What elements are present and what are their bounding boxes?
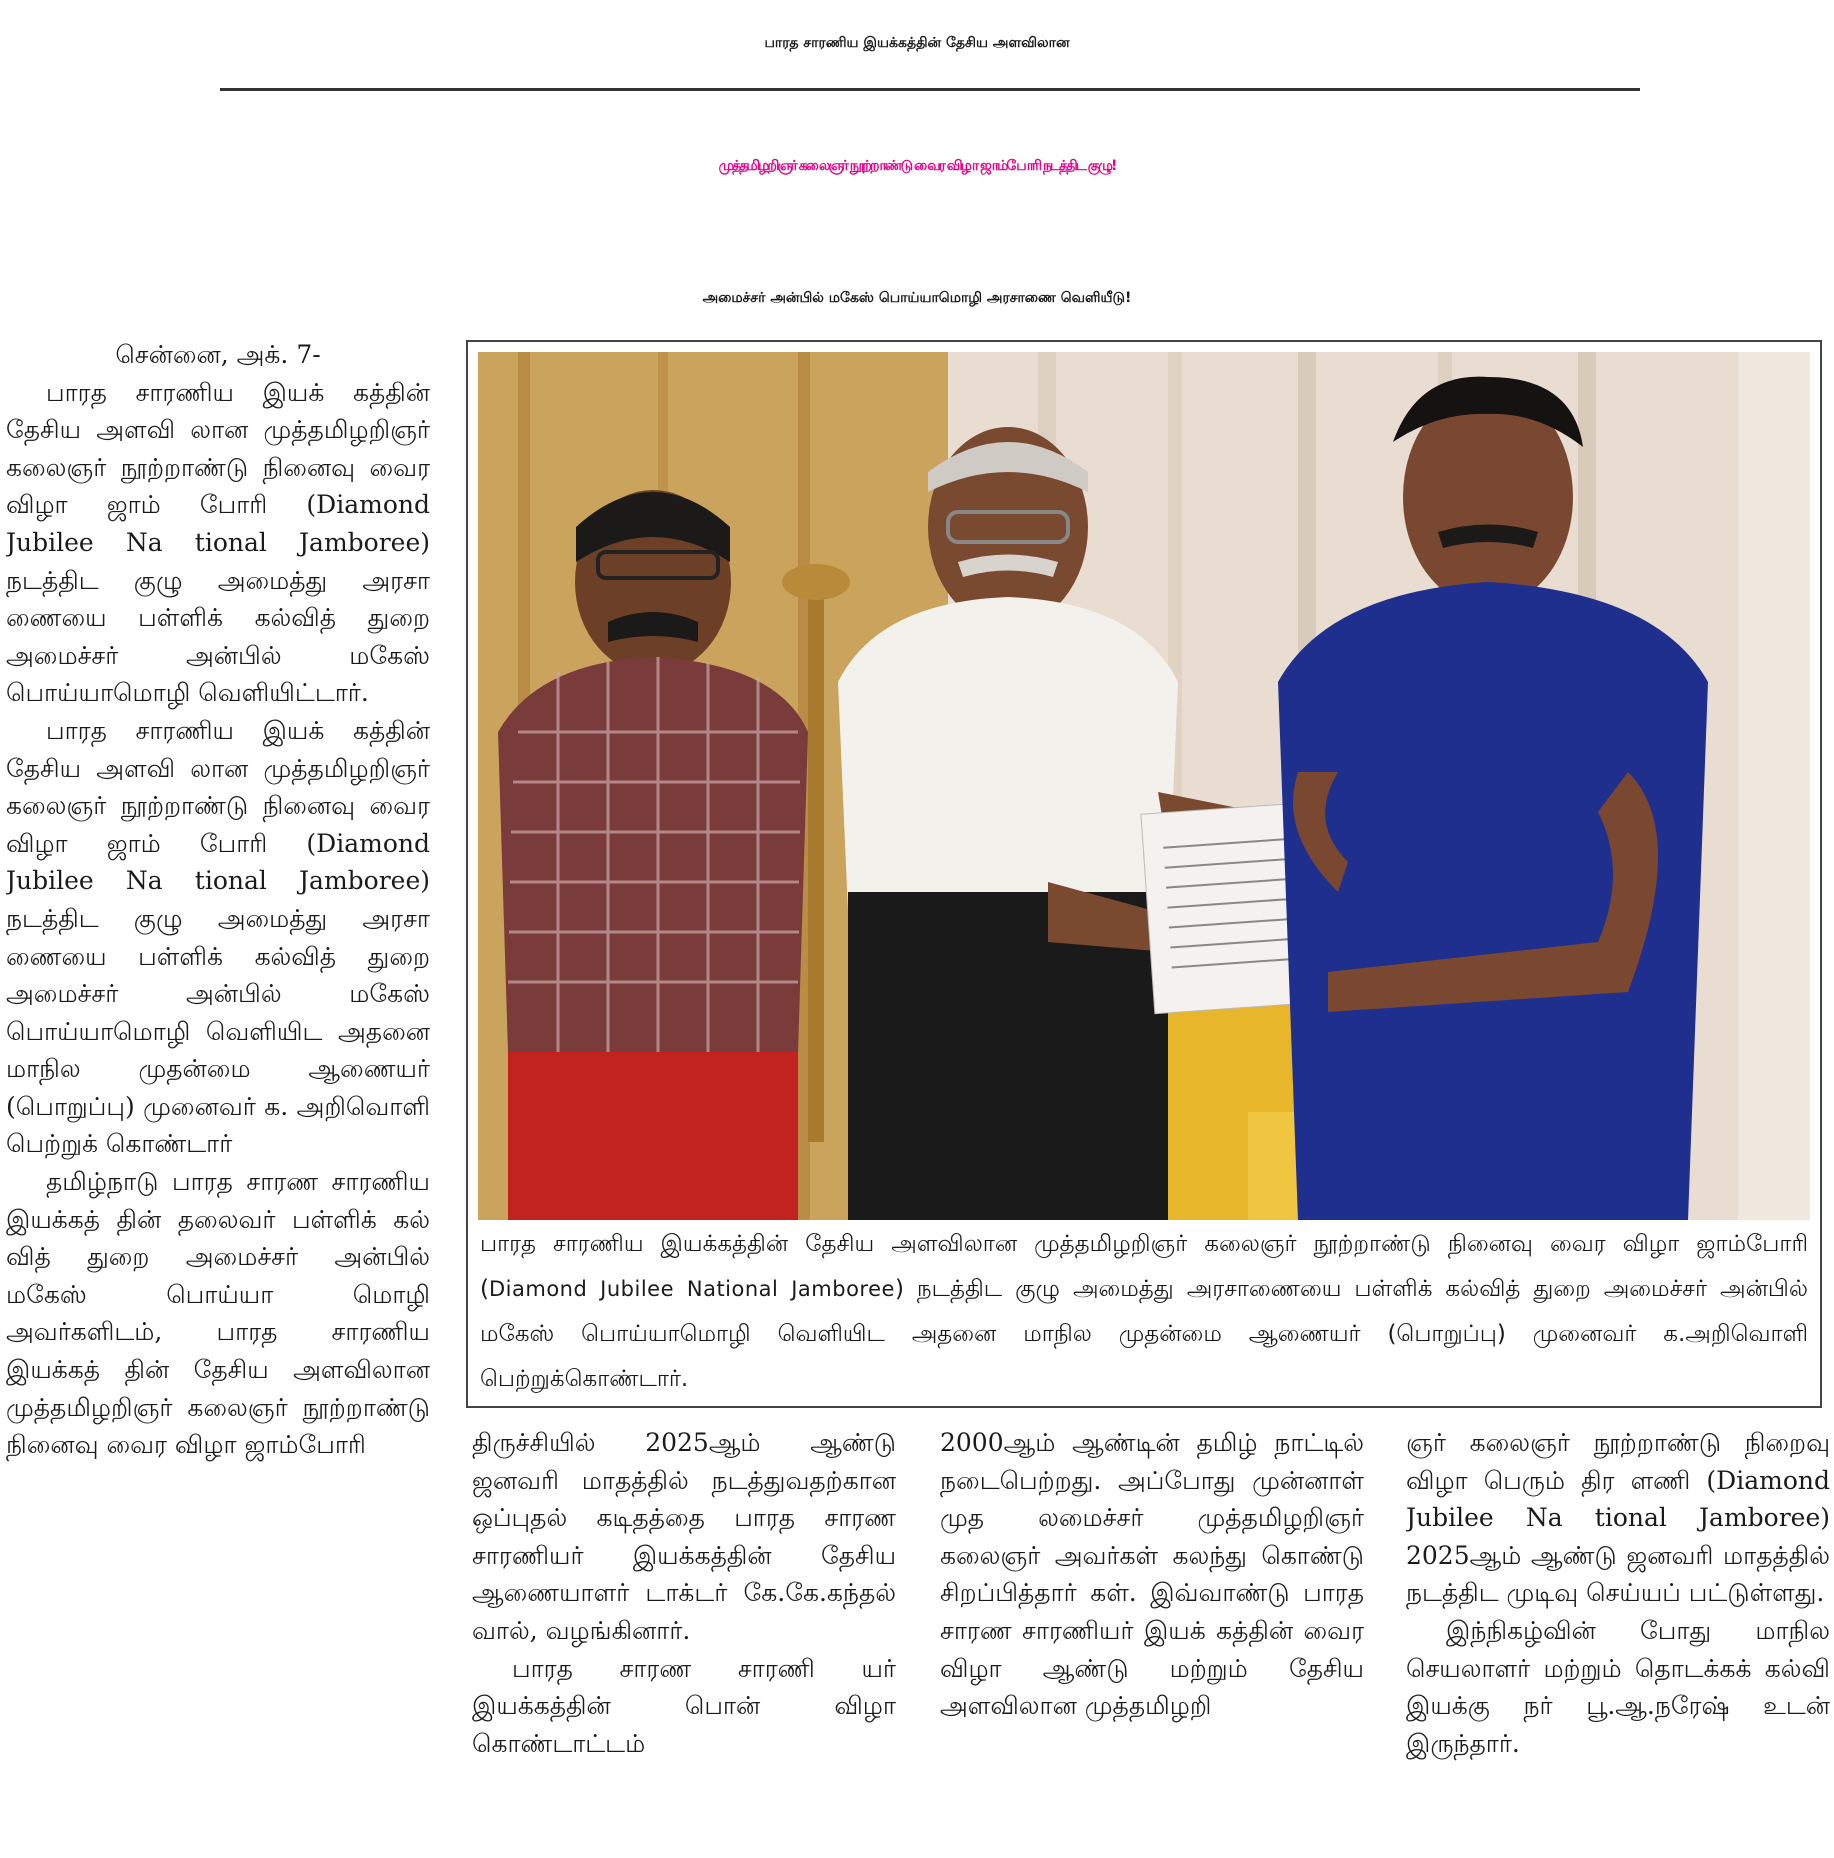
- headline: முத்தமிழறிஞர் கலைஞர் நூற்றாண்டு வைர விழா ஜாம்போரி நடத்திட குழு!: [718, 158, 1116, 174]
- dateline: சென்னை, அக். 7-: [115, 340, 321, 369]
- paragraph: பாரத சாரணிய இயக் கத்தின் தேசிய அளவி லான முத்தமிழறிஞர் கலைஞர் நூற்றாண்டு நினைவு வைர விழா ஜாம் போரி (Diamond Jubilee Na tional Jamboree) நடத்திட குழு அமைத்து அரசா ணையை பள்ளிக் கல்வித் துறை அமைச்சர் அன்பில் மகேஸ் பொய்யாமொழி வெளியிட்டார்.: [6, 377, 430, 708]
- caption-text: ) நடத்திட குழு அமைத்து அரசாணையை பள்ளிக் கல்வித் துறை அமைச்சர் அன்பில் மகேஸ் பொய்யாமொழி வெளியிட அதனை மாநில முதன்மை ஆணையர் (பொறுப்பு) முனைவர் க.அறிவொளி பெற்றுக்கொண்டார்.: [480, 1276, 1808, 1392]
- subhead: அமைச்சர் அன்பில் மகேஸ் பொய்யாமொழி அரசாணை வெளியீடு!: [702, 290, 1132, 306]
- kicker-rule: [220, 88, 1640, 91]
- paragraph: பாரத சாரணிய இயக் கத்தின் தேசிய அளவி லான முத்தமிழறிஞர் கலைஞர் நூற்றாண்டு நினைவு வைர விழா ஜாம் போரி (Diamond Jubilee Na tional Jamboree) நடத்திட குழு அமைத்து அரசா ணையை பள்ளிக் கல்வித் துறை அமைச்சர் அன்பில் மகேஸ் பொய்யாமொழி வெளியிட அதனை மாநில முதன்மை ஆணையர் (பொறுப்பு) முனைவர் க. அறிவொளி பெற்றுக் கொண்டார்: [6, 715, 430, 1159]
- paragraph: தமிழ்நாடு பாரத சாரண சாரணிய இயக்கத் தின் தலைவர் பள்ளிக் கல் வித் துறை அமைச்சர் அன்பில் மகேஸ் பொய்யா மொழி அவர்களிடம், பாரத சாரணிய இயக்கத் தின் தேசிய அளவிலான முத்தமிழறிஞர் கலைஞர் நூற்றாண்டு நினைவு வைர விழா ஜாம்போரி: [6, 1167, 430, 1460]
- news-photo: [478, 352, 1810, 1220]
- caption-english: Diamond Jubilee National Jamboree: [488, 1277, 895, 1301]
- article-column-3: [940, 1424, 1364, 1858]
- photo-box: [466, 340, 1822, 1408]
- article-column-2: [472, 1424, 896, 1858]
- article-column-4: [1406, 1424, 1830, 1858]
- paragraph: பாரத சாரண சாரணி யர் இயக்கத்தின் பொன் விழா கொண்டாட்டம்: [472, 1653, 896, 1758]
- paragraph: திருச்சியில் 2025ஆம் ஆண்டு ஜனவரி மாதத்தில் நடத்துவதற்கான ஒப்புதல் கடிதத்தை பாரத சாரண சாரணியர் இயக்கத்தின் தேசிய ஆணையாளர் டாக்டர் கே.கே.கந்தல் வால், வழங்கினார்.: [472, 1428, 896, 1645]
- paragraph: 2000ஆம் ஆண்டின் தமிழ் நாட்டில் நடைபெற்றது. அப்போது முன்னாள் முத லமைச்சர் முத்தமிழறிஞர் கலைஞர் அவர்கள் கலந்து கொண்டு சிறப்பித்தார் கள். இவ்வாண்டு பாரத சாரண சாரணியர் இயக் கத்தின் வைர விழா ஆண்டு மற்றும் தேசிய அளவிலான முத்தமிழறி: [940, 1428, 1364, 1721]
- caption-text: பாரத சாரணிய இயக்கத்தின் தேசிய அளவிலான முத்தமிழறிஞர் கலைஞர் நூற்றாண்டு நினைவு வைர விழா ஜாம்போரி (: [480, 1231, 1808, 1302]
- article-column-1: [6, 336, 430, 1858]
- paragraph: இந்நிகழ்வின் போது மாநில செயலாளர் மற்றும் தொடக்கக் கல்வி இயக்கு நர் பூ.ஆ.நரேஷ் உடன் இருந்தார்.: [1406, 1615, 1830, 1758]
- photo-caption: [480, 1222, 1808, 1402]
- paragraph: ஞர் கலைஞர் நூற்றாண்டு நிறைவு விழா பெரும் திர ளணி (Diamond Jubilee Na tional Jamboree) 2025ஆம் ஆண்டு ஜனவரி மாதத்தில் நடத்திட முடிவு செய்யப் பட்டுள்ளது.: [1406, 1428, 1830, 1608]
- kicker: பாரத சாரணிய இயக்கத்தின் தேசிய அளவிலான: [764, 35, 1070, 51]
